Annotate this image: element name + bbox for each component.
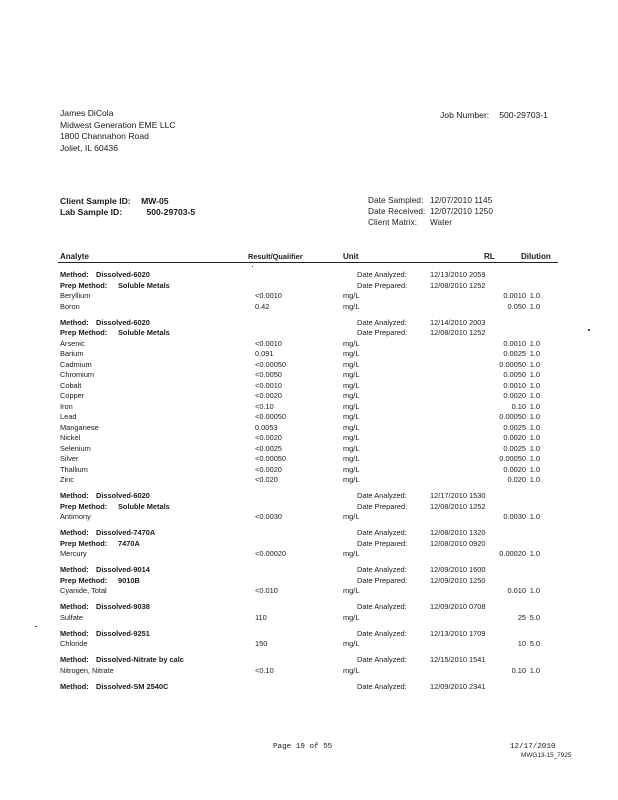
rl-value: 0.00050 xyxy=(499,454,526,463)
result-row xyxy=(0,613,618,624)
result-value: <0.0020 xyxy=(255,464,282,474)
result-value: 0.091 xyxy=(255,349,274,358)
method-name: Dissolved-6020 xyxy=(96,317,150,327)
unit-value: mg/L xyxy=(343,454,360,463)
rl-value: 25 xyxy=(517,612,526,622)
rl-value: 0.00020 xyxy=(499,549,526,558)
method-row xyxy=(0,602,618,613)
date-sampled-value: 12/07/2010 1145 xyxy=(430,196,493,205)
analyte-name: Thallium xyxy=(60,464,88,474)
dilution-value: 1.0 xyxy=(529,586,540,595)
unit-value: mg/L xyxy=(343,586,360,595)
result-value: <0.10 xyxy=(255,665,274,675)
dilution-value: 1.0 xyxy=(529,665,540,675)
result-row xyxy=(0,412,618,423)
client-matrix-value: Water xyxy=(430,218,453,227)
unit-value: mg/L xyxy=(343,464,360,474)
prep-method-row xyxy=(0,328,618,339)
method-label: Method: xyxy=(60,565,89,574)
dilution-value: 1.0 xyxy=(529,401,540,411)
prep-method-name: Soluble Metals xyxy=(118,280,170,290)
rl-value: 0.0025 xyxy=(503,422,526,432)
result-row xyxy=(0,454,618,465)
method-row xyxy=(0,682,618,693)
result-value: <0.00020 xyxy=(255,549,287,558)
contact-name: James DiCola xyxy=(60,108,114,118)
result-row xyxy=(0,512,618,523)
date-prepared-label: Date Prepared: xyxy=(357,328,408,337)
client-sample-value: MW-05 xyxy=(141,196,169,206)
method-label: Method: xyxy=(60,491,89,500)
dilution-value: 1.0 xyxy=(529,391,540,400)
footer-date: 12/17/2010 xyxy=(510,743,556,751)
prep-method-name: 9010B xyxy=(118,575,140,585)
analyte-name: Antimony xyxy=(60,512,91,521)
page-number: Page 19 of 55 xyxy=(273,743,333,751)
date-analyzed-value: 12/14/2010 2003 xyxy=(430,317,486,327)
result-value: <0.00050 xyxy=(255,359,287,369)
prep-method-label: Prep Method: xyxy=(60,280,108,290)
analyte-name: Cyanide, Total xyxy=(60,586,107,595)
result-row xyxy=(0,370,618,381)
result-row xyxy=(0,339,618,350)
dilution-value: 1.0 xyxy=(529,380,540,390)
method-name: Dissolved-6020 xyxy=(96,270,150,279)
date-analyzed-value: 12/09/2010 0708 xyxy=(430,602,486,611)
dilution-value: 1.0 xyxy=(529,291,540,300)
dilution-value: 1.0 xyxy=(529,454,540,463)
rl-value: 0.0030 xyxy=(503,512,526,521)
analyte-name: Beryllium xyxy=(60,291,91,300)
rl-value: 0.0010 xyxy=(503,338,526,348)
scan-speck xyxy=(588,329,590,331)
rl-value: 10 xyxy=(517,639,526,648)
analyte-name: Zinc xyxy=(60,475,74,484)
analyte-name: Arsenic xyxy=(60,338,85,348)
lab-sample-value: 500-29703-5 xyxy=(146,207,196,217)
date-prepared-label: Date Prepared: xyxy=(357,280,408,290)
result-value: <0.0020 xyxy=(255,391,282,400)
date-prepared-value: 12/08/2010 0920 xyxy=(430,538,486,548)
unit-value: mg/L xyxy=(343,370,360,379)
date-analyzed-label: Date Analyzed: xyxy=(357,270,407,279)
result-row xyxy=(0,302,618,313)
date-prepared-value: 12/08/2010 1252 xyxy=(430,501,486,511)
date-analyzed-value: 12/09/2010 1600 xyxy=(430,565,486,574)
method-row xyxy=(0,528,618,539)
dilution-value: 1.0 xyxy=(529,475,540,484)
col-rl: RL xyxy=(484,252,495,261)
unit-value: mg/L xyxy=(343,612,360,622)
rl-value: 0.10 xyxy=(511,401,526,411)
date-analyzed-value: 12/08/2010 1320 xyxy=(430,528,486,537)
result-value: 0.0053 xyxy=(255,422,278,432)
city-state-zip: Joliet, IL 60436 xyxy=(60,142,118,153)
method-label: Method: xyxy=(60,270,89,279)
result-row xyxy=(0,639,618,650)
rl-value: 0.010 xyxy=(507,586,526,595)
analyte-name: Boron xyxy=(60,301,80,311)
date-analyzed-label: Date Analyzed: xyxy=(357,317,407,327)
unit-value: mg/L xyxy=(343,639,360,648)
date-analyzed-value: 12/17/2010 1530 xyxy=(430,491,486,500)
unit-value: mg/L xyxy=(343,401,360,411)
prep-method-name: 7470A xyxy=(118,538,140,548)
col-dilution: Dilution xyxy=(521,252,551,261)
prep-method-row xyxy=(0,281,618,292)
job-number-value: 500-29703-1 xyxy=(499,110,548,120)
lab-sample-id xyxy=(60,207,195,217)
dilution-value: 1.0 xyxy=(529,464,540,474)
unit-value: mg/L xyxy=(343,475,360,484)
result-row xyxy=(0,433,618,444)
result-value: <0.10 xyxy=(255,401,274,411)
job-number xyxy=(440,110,548,120)
analyte-name: Iron xyxy=(60,401,73,411)
rl-value: 0.0010 xyxy=(503,291,526,300)
analyte-name: Barium xyxy=(60,349,84,358)
analyte-name: Selenium xyxy=(60,443,91,453)
unit-value: mg/L xyxy=(343,391,360,400)
rl-value: 0.0020 xyxy=(503,433,526,442)
date-prepared-label: Date Prepared: xyxy=(357,575,408,585)
rl-value: 0.00050 xyxy=(499,412,526,421)
rl-value: 0.050 xyxy=(507,301,526,311)
result-value: <0.0025 xyxy=(255,443,282,453)
unit-value: mg/L xyxy=(343,338,360,348)
unit-value: mg/L xyxy=(343,349,360,358)
unit-value: mg/L xyxy=(343,291,360,300)
method-label: Method: xyxy=(60,317,89,327)
prep-method-label: Prep Method: xyxy=(60,538,108,548)
street-address: 1800 Channahon Road xyxy=(60,131,149,142)
col-result: Result/Qualifier xyxy=(248,252,303,261)
date-analyzed-label: Date Analyzed: xyxy=(357,565,407,574)
unit-value: mg/L xyxy=(343,359,360,369)
dilution-value: 1.0 xyxy=(529,549,540,558)
date-prepared-label: Date Prepared: xyxy=(357,501,408,511)
dilution-value: 5.0 xyxy=(529,639,540,648)
analyte-name: Cadmium xyxy=(60,359,92,369)
analyte-name: Manganese xyxy=(60,422,99,432)
result-value: <0.0020 xyxy=(255,433,282,442)
result-value: <0.0030 xyxy=(255,512,282,521)
unit-value: mg/L xyxy=(343,665,360,675)
col-analyte: Analyte xyxy=(60,252,89,261)
dilution-value: 1.0 xyxy=(529,412,540,421)
method-label: Method: xyxy=(60,681,89,691)
method-row xyxy=(0,270,618,281)
result-row xyxy=(0,586,618,597)
dilution-value: 1.0 xyxy=(529,512,540,521)
method-label: Method: xyxy=(60,528,89,537)
date-received-value: 12/07/2010 1250 xyxy=(430,207,493,216)
date-prepared-label: Date Prepared: xyxy=(357,538,408,548)
prep-method-label: Prep Method: xyxy=(60,501,108,511)
date-analyzed-label: Date Analyzed: xyxy=(357,528,407,537)
method-name: Dissolved-9038 xyxy=(96,602,150,611)
method-name: Dissolved-7470A xyxy=(96,528,156,537)
date-analyzed-label: Date Analyzed: xyxy=(357,681,407,691)
method-label: Method: xyxy=(60,628,89,638)
prep-method-row xyxy=(0,576,618,587)
analyte-name: Silver xyxy=(60,454,79,463)
method-label: Method: xyxy=(60,655,89,664)
method-row xyxy=(0,629,618,640)
result-row xyxy=(0,381,618,392)
client-sample-id xyxy=(60,196,169,206)
document-code: MWG13-15_7925 xyxy=(521,752,572,759)
dilution-value: 1.0 xyxy=(529,349,540,358)
result-value: <0.0010 xyxy=(255,380,282,390)
analyte-name: Copper xyxy=(60,391,85,400)
result-value: <0.00050 xyxy=(255,454,287,463)
dilution-value: 1.0 xyxy=(529,433,540,442)
date-prepared-value: 12/08/2010 1252 xyxy=(430,328,486,337)
prep-method-row xyxy=(0,502,618,513)
dilution-value: 5.0 xyxy=(529,612,540,622)
analyte-name: Chromium xyxy=(60,370,95,379)
method-row xyxy=(0,655,618,666)
rl-value: 0.020 xyxy=(507,475,526,484)
analyte-name: Chloride xyxy=(60,639,88,648)
company-name: Midwest Generation EME LLC xyxy=(60,119,176,130)
result-row xyxy=(0,291,618,302)
method-label: Method: xyxy=(60,602,89,611)
prep-method-name: Soluble Metals xyxy=(118,501,170,511)
result-row xyxy=(0,666,618,677)
date-analyzed-value: 12/13/2010 2059 xyxy=(430,270,486,279)
result-row xyxy=(0,444,618,455)
unit-value: mg/L xyxy=(343,301,360,311)
result-value: 150 xyxy=(255,639,268,648)
rl-value: 0.0025 xyxy=(503,443,526,453)
method-name: Dissolved-6020 xyxy=(96,491,150,500)
result-row xyxy=(0,360,618,371)
result-value: 0.42 xyxy=(255,301,270,311)
unit-value: mg/L xyxy=(343,380,360,390)
result-value: 110 xyxy=(255,612,267,622)
dilution-value: 1.0 xyxy=(529,338,540,348)
date-analyzed-label: Date Analyzed: xyxy=(357,602,407,611)
date-analyzed-label: Date Analyzed: xyxy=(357,655,407,664)
result-row xyxy=(0,423,618,434)
prep-method-label: Prep Method: xyxy=(60,575,108,585)
address-block xyxy=(60,108,176,154)
result-row xyxy=(0,349,618,360)
result-row xyxy=(0,475,618,486)
method-name: Dissolved-9014 xyxy=(96,565,150,574)
dilution-value: 1.0 xyxy=(529,443,540,453)
unit-value: mg/L xyxy=(343,512,360,521)
date-analyzed-value: 12/15/2010 1541 xyxy=(430,655,486,664)
result-row xyxy=(0,465,618,476)
rl-value: 0.10 xyxy=(511,665,526,675)
unit-value: mg/L xyxy=(343,422,360,432)
unit-value: mg/L xyxy=(343,433,360,442)
method-name: Dissolved-9251 xyxy=(96,628,150,638)
date-analyzed-value: 12/09/2010 2341 xyxy=(430,681,486,691)
date-sampled-label: Date Sampled: xyxy=(368,196,424,205)
rl-value: 0.0025 xyxy=(503,349,526,358)
scan-speck xyxy=(35,626,37,627)
result-value: <0.0010 xyxy=(255,291,282,300)
result-value: <0.0010 xyxy=(255,338,282,348)
rl-value: 0.0020 xyxy=(503,391,526,400)
date-analyzed-value: 12/13/2010 1709 xyxy=(430,628,486,638)
date-received-label: Date Received: xyxy=(368,207,426,216)
rl-value: 0.00050 xyxy=(499,359,526,369)
method-row xyxy=(0,318,618,329)
unit-value: mg/L xyxy=(343,443,360,453)
lab-sample-label: Lab Sample ID: xyxy=(60,207,123,217)
result-value: <0.00050 xyxy=(255,412,287,421)
job-number-label: Job Number: xyxy=(440,110,490,120)
analyte-name: Mercury xyxy=(60,549,87,558)
dilution-value: 1.0 xyxy=(529,422,540,432)
analyte-name: Cobalt xyxy=(60,380,82,390)
client-sample-label: Client Sample ID: xyxy=(60,196,131,206)
unit-value: mg/L xyxy=(343,549,360,558)
result-value: <0.010 xyxy=(255,586,278,595)
date-prepared-value: 12/09/2010 1250 xyxy=(430,575,486,585)
prep-method-name: Soluble Metals xyxy=(118,328,170,337)
dilution-value: 1.0 xyxy=(529,370,540,379)
date-analyzed-label: Date Analyzed: xyxy=(357,491,407,500)
rl-value: 0.0050 xyxy=(503,370,526,379)
method-name: Dissolved-Nitrate by calc xyxy=(96,655,184,664)
header-rule xyxy=(58,262,558,263)
analyte-name: Nitrogen, Nitrate xyxy=(60,665,114,675)
rl-value: 0.0010 xyxy=(503,380,526,390)
prep-method-row xyxy=(0,539,618,550)
dilution-value: 1.0 xyxy=(529,301,540,311)
method-row xyxy=(0,565,618,576)
date-prepared-value: 12/08/2010 1252 xyxy=(430,280,486,290)
date-analyzed-label: Date Analyzed: xyxy=(357,628,407,638)
scan-speck xyxy=(252,266,253,267)
result-row xyxy=(0,391,618,402)
unit-value: mg/L xyxy=(343,412,360,421)
prep-method-label: Prep Method: xyxy=(60,328,108,337)
method-name: Dissolved-SM 2540C xyxy=(96,681,169,691)
result-value: <0.0050 xyxy=(255,370,282,379)
rl-value: 0.0020 xyxy=(503,464,526,474)
result-row xyxy=(0,402,618,413)
result-value: <0.020 xyxy=(255,475,278,484)
dilution-value: 1.0 xyxy=(529,359,540,369)
col-unit: Unit xyxy=(343,252,359,261)
client-matrix-label: Client Matrix: xyxy=(368,218,418,227)
analyte-name: Sulfate xyxy=(60,612,84,622)
method-row xyxy=(0,491,618,502)
result-row xyxy=(0,549,618,560)
analyte-name: Lead xyxy=(60,412,77,421)
analyte-name: Nickel xyxy=(60,433,81,442)
